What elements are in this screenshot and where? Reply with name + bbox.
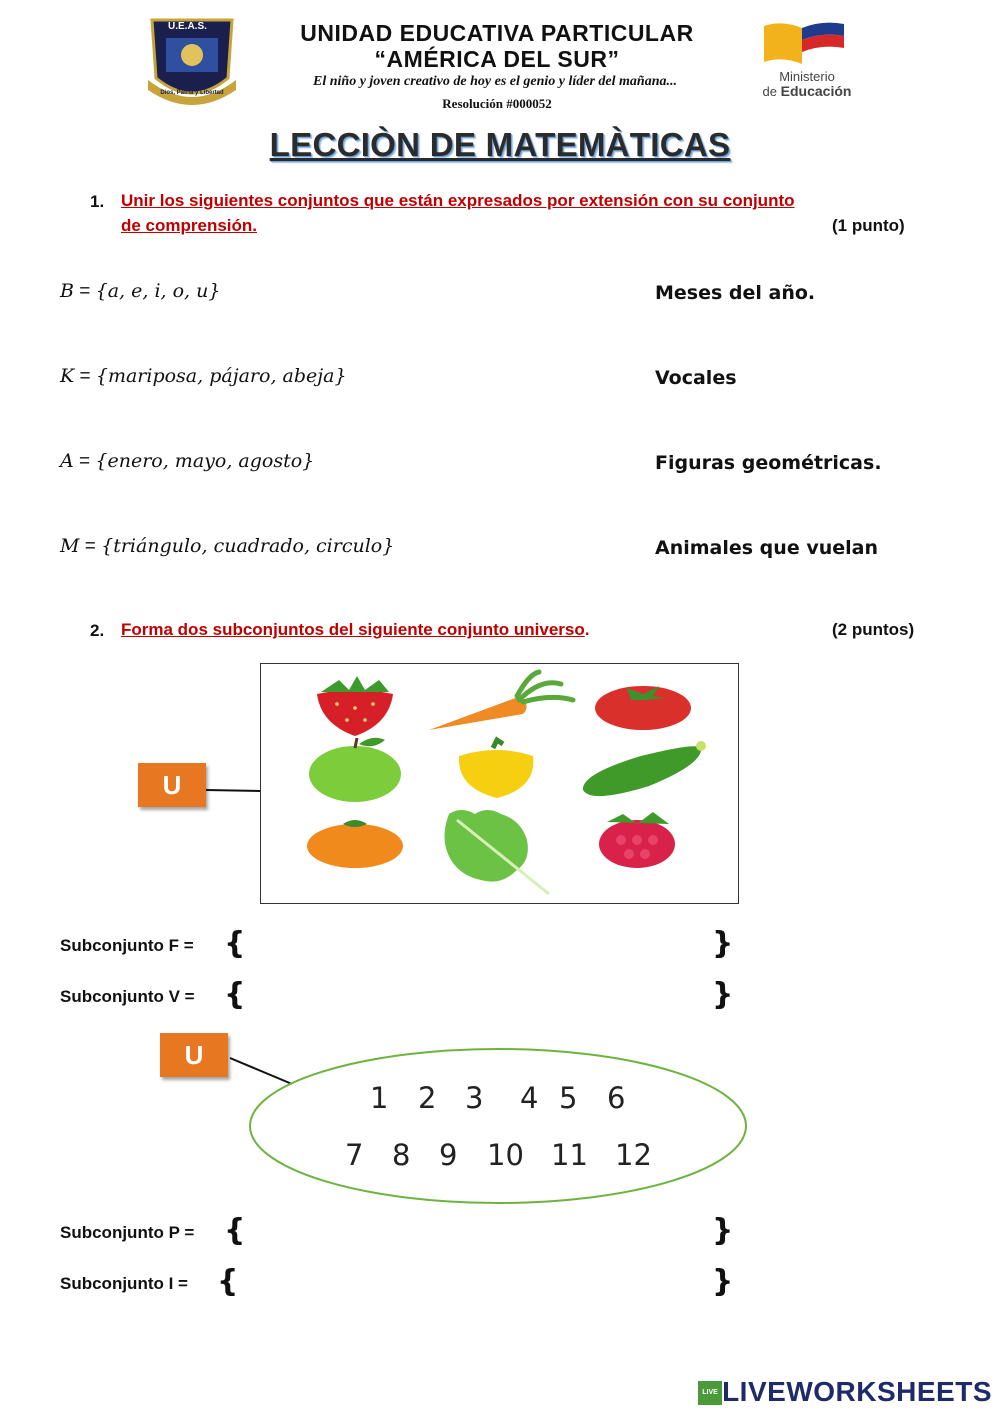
cucumber-icon <box>583 741 706 796</box>
set-name: M <box>60 535 80 557</box>
liveworksheets-badge <box>698 1381 722 1405</box>
strawberry-icon <box>317 676 393 736</box>
equals-sign: = <box>73 451 96 472</box>
crest-motto: Dios, Patria y Libertad <box>160 90 224 96</box>
liveworksheets-badge-text: LIVE <box>702 1389 718 1396</box>
question1-number: 1. <box>90 192 105 211</box>
question1-points: (1 punto) <box>832 216 905 235</box>
close-brace: } <box>712 1264 734 1299</box>
set-name: K <box>60 365 75 387</box>
page-title: LECCIÒN DE MATEMÀTICAS <box>269 126 731 163</box>
subset-answer-field[interactable] <box>248 979 708 1013</box>
equals-sign: = <box>79 536 102 557</box>
question2-text-period: . <box>584 620 590 639</box>
number-element: 5 <box>559 1081 578 1115</box>
equals-sign: = <box>74 366 96 387</box>
school-crest <box>146 16 238 112</box>
apple-icon <box>309 738 401 802</box>
universe-ellipse <box>247 1046 749 1206</box>
set-definition <box>60 280 220 303</box>
ministry-logo <box>762 18 852 68</box>
set-name: B <box>60 280 74 302</box>
ministry-line1: Ministerio <box>779 69 835 84</box>
set-elements: {a, e, i, o, u} <box>95 280 221 302</box>
subset-label: Subconjunto P = <box>60 1223 195 1242</box>
question1-text-line1: Unir los siguientes conjuntos que están expresados por extensión con su conjunto <box>121 191 795 210</box>
number-element: 11 <box>551 1138 588 1172</box>
number-element: 3 <box>465 1081 484 1115</box>
question2-number: 2. <box>90 621 105 640</box>
orange-icon <box>307 820 403 868</box>
crest-text: U.E.A.S. <box>168 21 207 32</box>
number-element: 1 <box>370 1081 389 1115</box>
number-element: 10 <box>487 1138 524 1172</box>
close-brace: } <box>712 1213 734 1248</box>
question1-text-line2: de comprensión. <box>121 216 258 235</box>
question2-text <box>121 617 590 642</box>
set-definition <box>60 450 314 473</box>
universe-tag: U <box>138 763 206 807</box>
number-element: 8 <box>392 1138 411 1172</box>
resolution-number: Resolución #000052 <box>442 96 552 111</box>
set-definition <box>60 535 394 558</box>
subset-label: Subconjunto I = <box>60 1274 188 1293</box>
subset-answer-field[interactable] <box>248 1215 708 1249</box>
set-name: A <box>60 450 74 472</box>
subset-label: Subconjunto F = <box>60 936 194 955</box>
comprehension-item[interactable]: Figuras geométricas. <box>655 452 882 474</box>
set-definition <box>60 365 347 388</box>
comprehension-item[interactable]: Animales que vuelan <box>655 537 878 559</box>
number-element: 2 <box>418 1081 437 1115</box>
equals-sign: = <box>73 281 96 302</box>
universe-box <box>260 663 739 904</box>
carrot-icon <box>429 672 573 730</box>
comprehension-item[interactable]: Vocales <box>655 367 737 389</box>
subset-label: Subconjunto V = <box>60 987 195 1006</box>
number-element: 12 <box>615 1138 652 1172</box>
school-name-quoted: “AMÉRICA DEL SUR” <box>374 46 620 72</box>
ministry-line3: Educación <box>780 83 852 99</box>
open-brace: { <box>224 977 246 1012</box>
ministry-name <box>752 70 862 99</box>
open-brace: { <box>224 1213 246 1248</box>
number-element: 9 <box>439 1138 458 1172</box>
close-brace: } <box>712 977 734 1012</box>
number-element: 4 <box>520 1081 539 1115</box>
number-element: 7 <box>345 1138 364 1172</box>
set-elements: {enero, mayo, agosto} <box>95 450 315 472</box>
subset-answer-field[interactable] <box>242 1266 708 1300</box>
ministry-line2: de <box>762 84 778 99</box>
set-elements: {triángulo, cuadrado, circulo} <box>101 535 395 557</box>
set-elements: {mariposa, pájaro, abeja} <box>95 365 347 387</box>
question2-points: (2 puntos) <box>832 620 915 639</box>
comprehension-item[interactable]: Meses del año. <box>655 282 816 304</box>
pepper-icon <box>459 740 533 798</box>
school-motto: El niño y joven creativo de hoy es el genio y líder del mañana... <box>313 74 677 89</box>
school-name: UNIDAD EDUCATIVA PARTICULAR <box>300 20 694 46</box>
raspberry-icon <box>599 812 675 868</box>
open-brace: { <box>217 1264 239 1299</box>
subset-answer-field[interactable] <box>248 928 708 962</box>
liveworksheets-logo: LIVEWORKSHEETS <box>722 1376 992 1407</box>
universe-connector <box>206 780 262 800</box>
question2-text-main: Forma dos subconjuntos del siguiente conjunto universo <box>121 620 585 639</box>
universe-tag: U <box>160 1033 228 1077</box>
tomato-icon <box>595 686 691 730</box>
lettuce-icon <box>444 810 549 894</box>
close-brace: } <box>712 926 734 961</box>
number-element: 6 <box>607 1081 626 1115</box>
open-brace: { <box>224 926 246 961</box>
